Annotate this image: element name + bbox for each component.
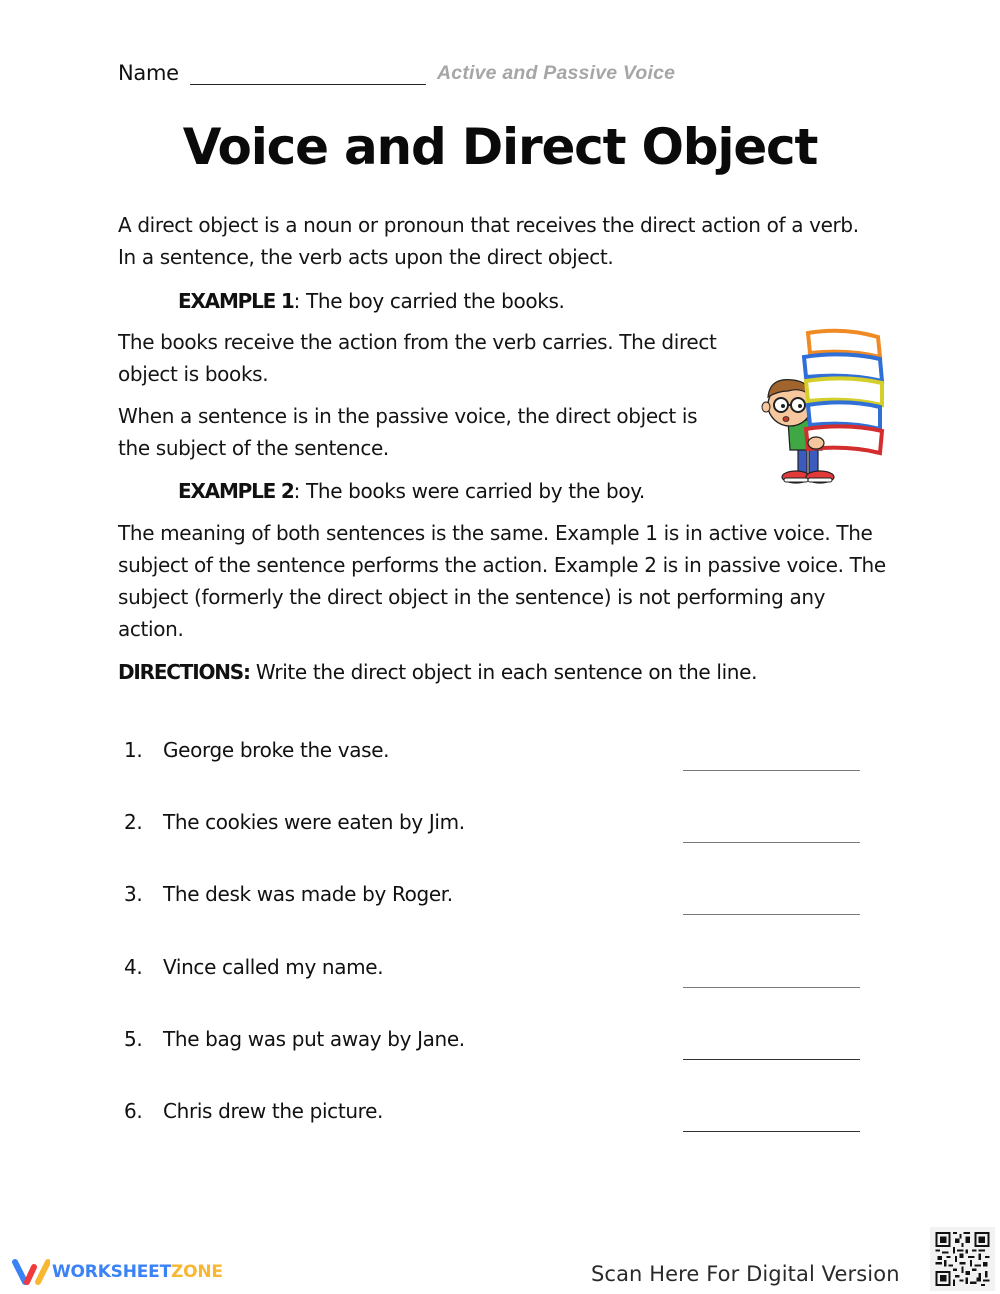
directions-label: DIRECTIONS:	[118, 660, 250, 684]
answer-line-5[interactable]	[683, 1059, 860, 1060]
question-number: 6.	[124, 1099, 143, 1123]
question-3	[124, 880, 453, 908]
example-2	[178, 476, 645, 506]
intro-paragraph: A direct object is a noun or pronoun that receives the direct action of a verb. In a sentence, the verb acts upon the direct object.	[118, 213, 859, 269]
topic-subtitle: Active and Passive Voice	[437, 62, 676, 84]
question-text: The desk was made by Roger.	[163, 882, 453, 906]
question-text: Chris drew the picture.	[163, 1099, 384, 1123]
question-6	[124, 1097, 383, 1125]
question-1	[124, 736, 389, 764]
worksheet-zone-brand	[52, 1262, 223, 1282]
directions-text: Write the direct object in each sentence on the line.	[249, 660, 758, 684]
example-1-text: : The boy carried the books.	[293, 289, 565, 313]
example-2-text: : The books were carried by the boy.	[293, 479, 645, 503]
qr-code[interactable]	[930, 1227, 995, 1291]
question-number: 4.	[124, 955, 143, 979]
explanation-paragraph-2: When a sentence is in the passive voice, the direct object is the subject of the sentence.	[118, 404, 698, 460]
qr-code-icon	[935, 1232, 990, 1286]
question-number: 2.	[124, 810, 143, 834]
brand-zone: ZONE	[170, 1262, 223, 1282]
directions	[118, 657, 757, 687]
name-input-line[interactable]	[190, 84, 426, 85]
example-1-label: EXAMPLE 1	[178, 289, 294, 313]
question-text: George broke the vase.	[163, 738, 390, 762]
scan-caption: Scan Here For Digital Version	[591, 1262, 900, 1286]
worksheet-zone-logo-icon	[10, 1257, 50, 1287]
question-5	[124, 1025, 465, 1053]
answer-line-4[interactable]	[683, 987, 860, 988]
question-number: 1.	[124, 738, 143, 762]
brand-worksheet: WORKSHEET	[52, 1262, 171, 1282]
question-number: 3.	[124, 882, 143, 906]
explanation-paragraph-1: The books receive the action from the verb carries. The direct object is books.	[118, 330, 717, 386]
boy-carrying-books-illustration	[748, 325, 898, 490]
answer-line-3[interactable]	[683, 914, 860, 915]
question-text: The bag was put away by Jane.	[163, 1027, 465, 1051]
name-label: Name	[118, 61, 179, 85]
answer-line-1[interactable]	[683, 770, 860, 771]
example-1	[178, 286, 565, 316]
question-text: Vince called my name.	[163, 955, 384, 979]
page-title: Voice and Direct Object	[182, 118, 818, 176]
example-2-label: EXAMPLE 2	[178, 479, 294, 503]
question-number: 5.	[124, 1027, 143, 1051]
question-2	[124, 808, 465, 836]
explanation-paragraph-3: The meaning of both sentences is the same. Example 1 is in active voice. The subject of the sentence performs the action. Example 2 is in passive voice. The subject (formerly the direct object in the sentence) is not performing any action.	[118, 521, 886, 641]
answer-line-2[interactable]	[683, 842, 860, 843]
answer-line-6[interactable]	[683, 1131, 860, 1132]
question-4	[124, 953, 383, 981]
question-text: The cookies were eaten by Jim.	[163, 810, 465, 834]
